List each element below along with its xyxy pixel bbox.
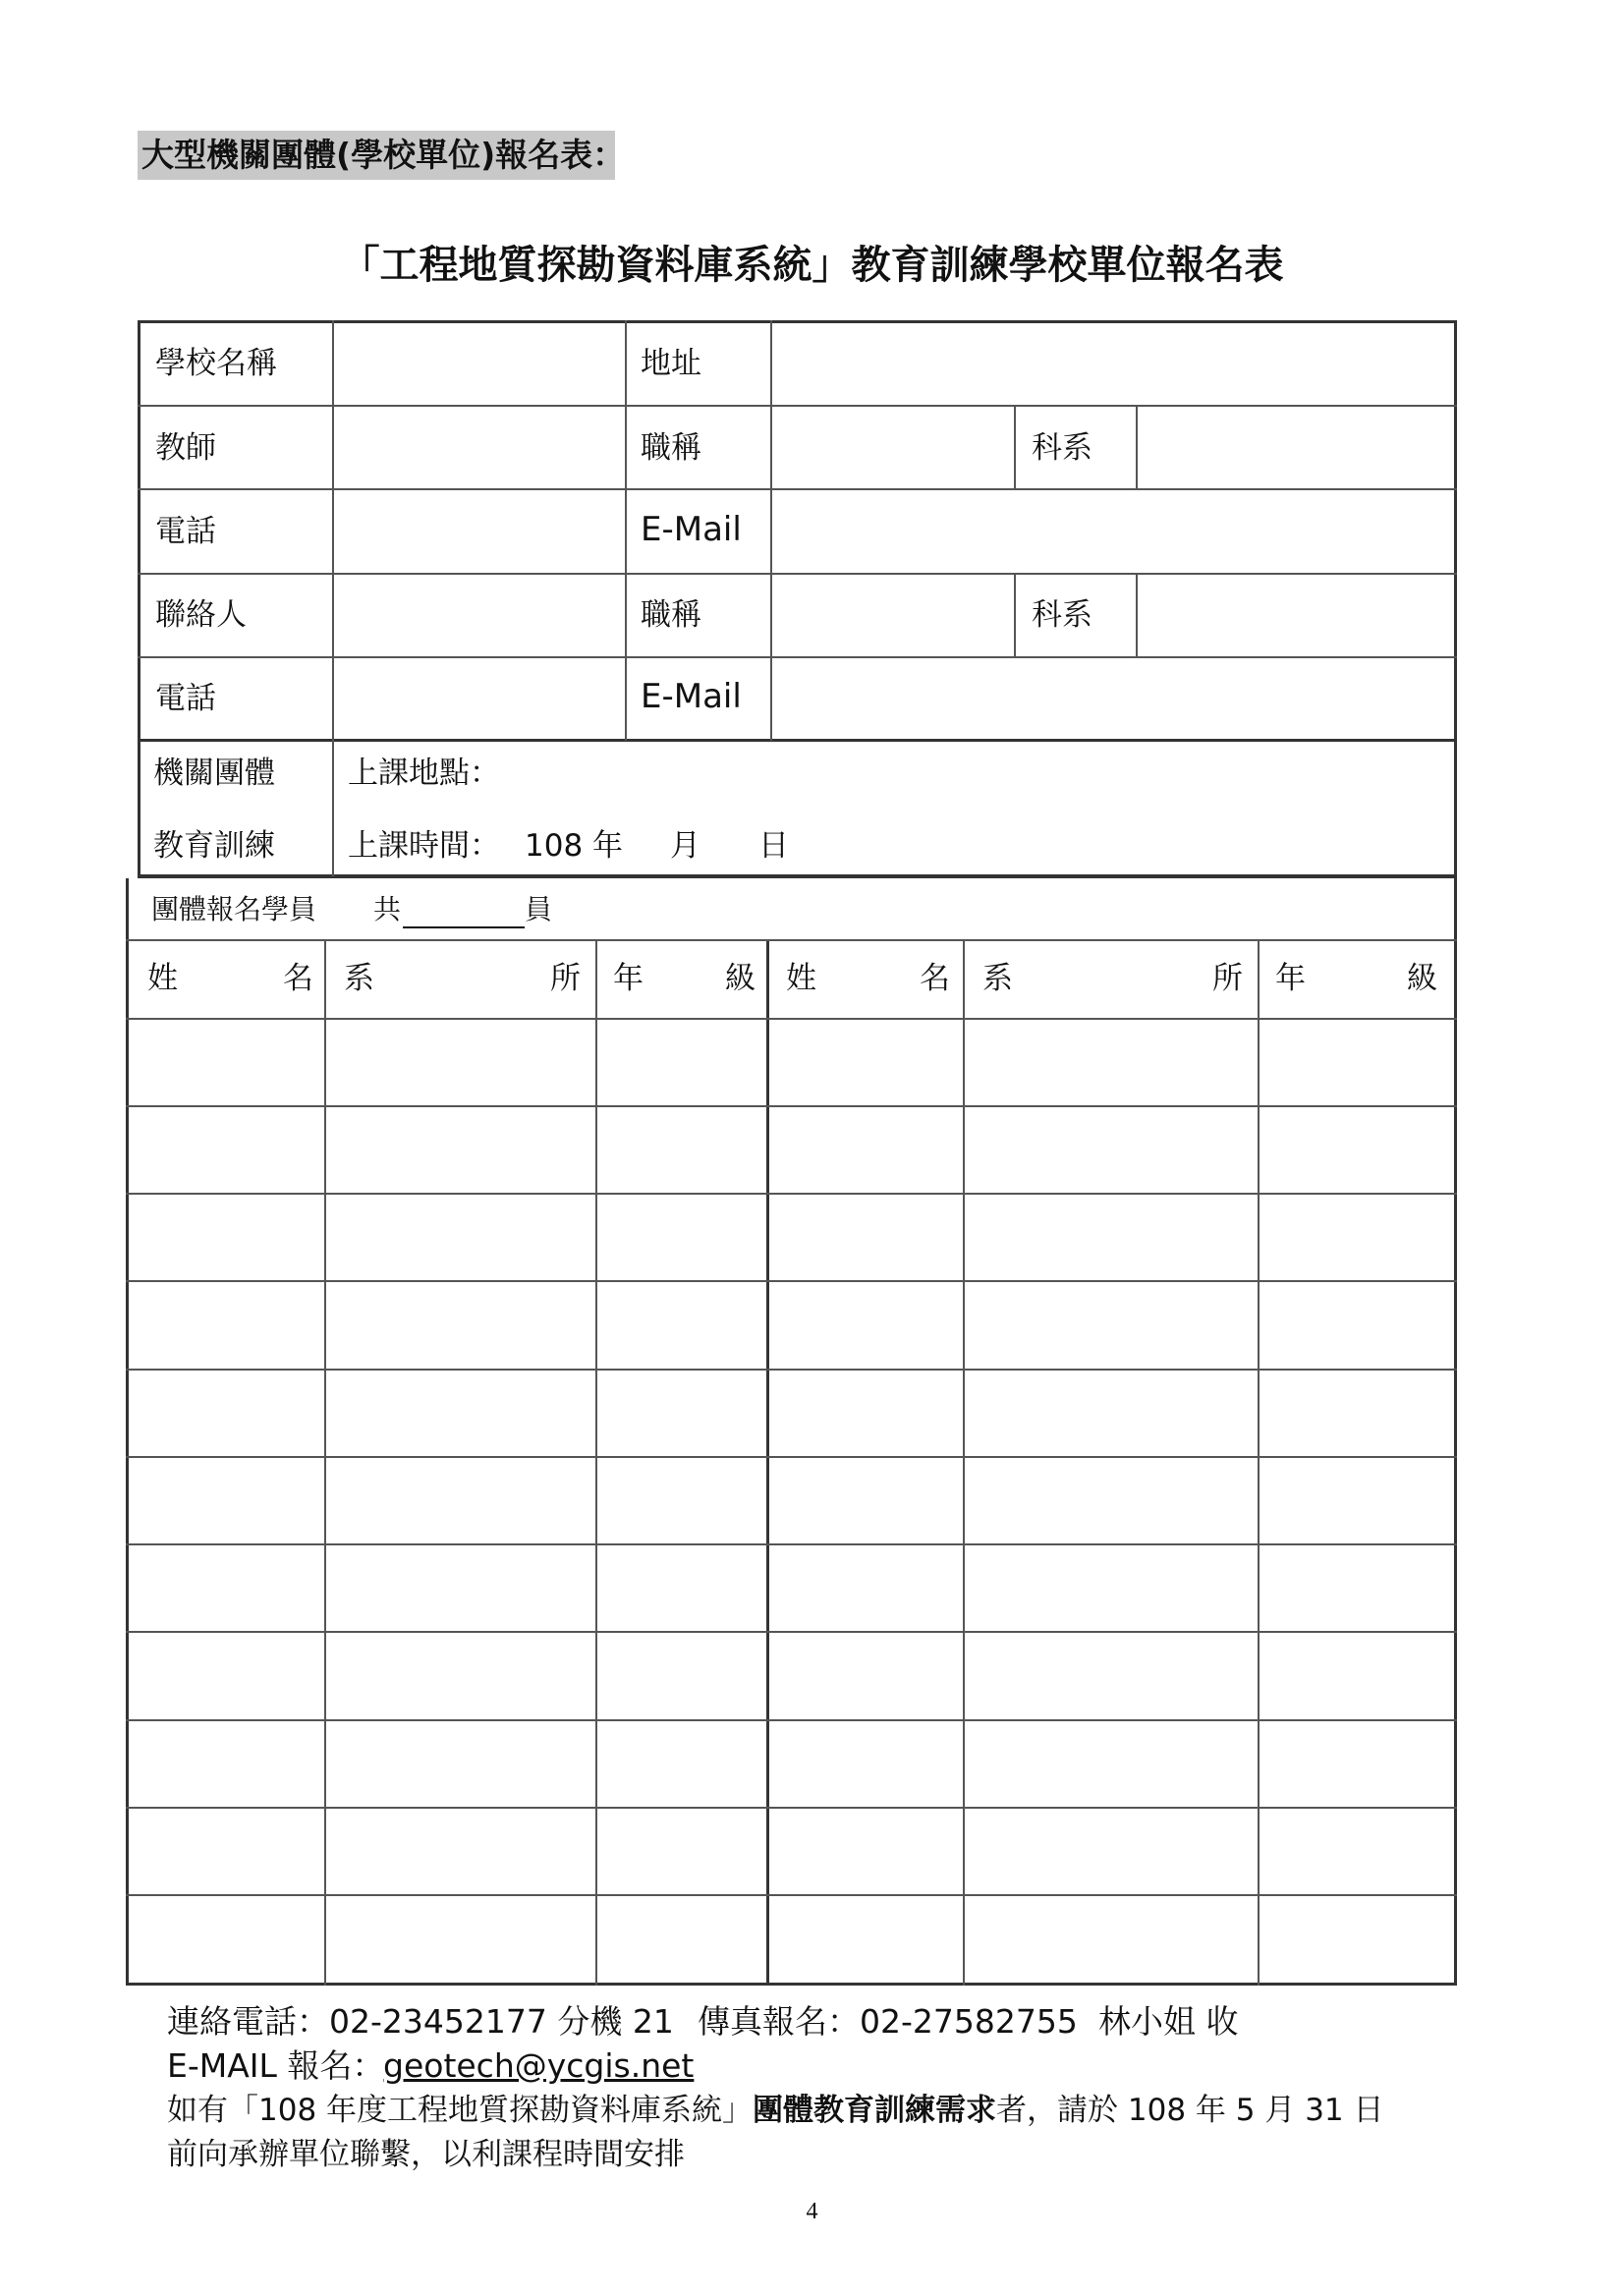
contact-title-label: 職稱 xyxy=(641,597,701,633)
row-divider xyxy=(138,405,1457,407)
row-divider xyxy=(126,1105,1457,1107)
footer-email-label: E-MAIL 報名： xyxy=(167,2046,385,2085)
row-divider xyxy=(126,1894,1457,1896)
col-divider xyxy=(324,939,326,1986)
contact-phone-label: 電話 xyxy=(155,681,216,716)
section-heading: 大型機關團體(學校單位)報名表： xyxy=(138,131,615,180)
training-label-line2: 教育訓練 xyxy=(153,828,275,864)
footer-notice-line2: 前向承辦單位聯繫，以利課程時間安排 xyxy=(167,2137,685,2172)
row-divider xyxy=(126,1543,1457,1545)
row-divider xyxy=(138,874,1457,877)
header-dept-right-a: 系 xyxy=(982,961,1013,996)
contact-dept-label: 科系 xyxy=(1032,597,1092,633)
header-grade-right-b: 級 xyxy=(1407,961,1437,996)
col-divider xyxy=(766,939,769,1986)
teacher-phone-label: 電話 xyxy=(155,514,216,549)
col-divider xyxy=(963,939,965,1986)
footer-fax: 傳真報名：02-27582755 xyxy=(698,2002,1078,2041)
header-dept-left-a: 系 xyxy=(344,961,374,996)
page-number: 4 xyxy=(806,2199,818,2224)
row-divider xyxy=(126,1456,1457,1458)
header-grade-right-a: 年 xyxy=(1275,961,1306,996)
row-divider xyxy=(138,573,1457,575)
teacher-label: 教師 xyxy=(155,430,216,466)
location-label: 上課地點： xyxy=(348,756,500,791)
footer-notice-line1 xyxy=(167,2091,1384,2130)
notice-prefix: 如有「108 年度工程地質探勘資料庫系統」 xyxy=(167,2093,754,2128)
header-grade-left-a: 年 xyxy=(613,961,644,996)
row-divider xyxy=(138,488,1457,490)
col-divider xyxy=(1258,939,1260,1986)
col-divider xyxy=(1014,405,1016,489)
header-grade-left-b: 級 xyxy=(725,961,756,996)
address-label: 地址 xyxy=(641,346,701,381)
training-label-line1: 機關團體 xyxy=(153,756,275,791)
contact-email-label: E-Mail xyxy=(641,677,742,716)
time-year: 108 年 xyxy=(525,828,624,864)
row-divider xyxy=(126,1719,1457,1721)
col-divider xyxy=(332,320,334,741)
teacher-title-label: 職稱 xyxy=(641,430,701,466)
enroll-total-suffix: 員 xyxy=(525,893,553,925)
enroll-label: 團體報名學員 xyxy=(151,893,317,925)
notice-suffix: 者，請於 108 年 5 月 31 日 xyxy=(996,2093,1384,2128)
col-divider xyxy=(1014,573,1016,657)
enroll-total-prefix: 共 xyxy=(373,893,402,925)
time-day: 日 xyxy=(758,828,789,864)
row-divider xyxy=(126,1631,1457,1633)
notice-bold: 團體教育訓練需求 xyxy=(753,2093,997,2128)
col-divider xyxy=(770,320,772,741)
time-month: 月 xyxy=(670,828,700,864)
header-name-right-a: 姓 xyxy=(786,961,816,996)
col-divider xyxy=(332,739,334,876)
header-name-left-b: 名 xyxy=(283,961,313,996)
contact-label: 聯絡人 xyxy=(155,597,247,633)
footer-phone: 連絡電話：02-23452177 分機 21 xyxy=(167,2002,674,2041)
header-name-right-b: 名 xyxy=(920,961,950,996)
col-divider xyxy=(1136,573,1138,657)
form-title: 「工程地質探勘資料庫系統」教育訓練學校單位報名表 xyxy=(340,243,1284,288)
row-divider xyxy=(138,739,1457,742)
footer-email-link[interactable]: geotech@ycgis.net xyxy=(383,2046,695,2085)
header-dept-left-b: 所 xyxy=(550,961,581,996)
time-label: 上課時間： xyxy=(348,828,500,864)
row-divider xyxy=(126,1193,1457,1195)
col-divider xyxy=(1136,405,1138,489)
col-divider xyxy=(625,320,627,741)
teacher-email-label: E-Mail xyxy=(641,510,742,549)
header-name-left-a: 姓 xyxy=(147,961,178,996)
row-divider xyxy=(126,939,1457,941)
row-divider xyxy=(126,1807,1457,1809)
row-divider xyxy=(126,1369,1457,1371)
teacher-dept-label: 科系 xyxy=(1032,430,1092,466)
footer-recipient: 林小姐 收 xyxy=(1098,2002,1239,2041)
col-divider xyxy=(595,939,597,1986)
school-name-label: 學校名稱 xyxy=(155,346,277,381)
header-dept-right-b: 所 xyxy=(1212,961,1243,996)
row-divider xyxy=(126,1018,1457,1020)
row-divider xyxy=(126,1280,1457,1282)
row-divider xyxy=(138,656,1457,658)
